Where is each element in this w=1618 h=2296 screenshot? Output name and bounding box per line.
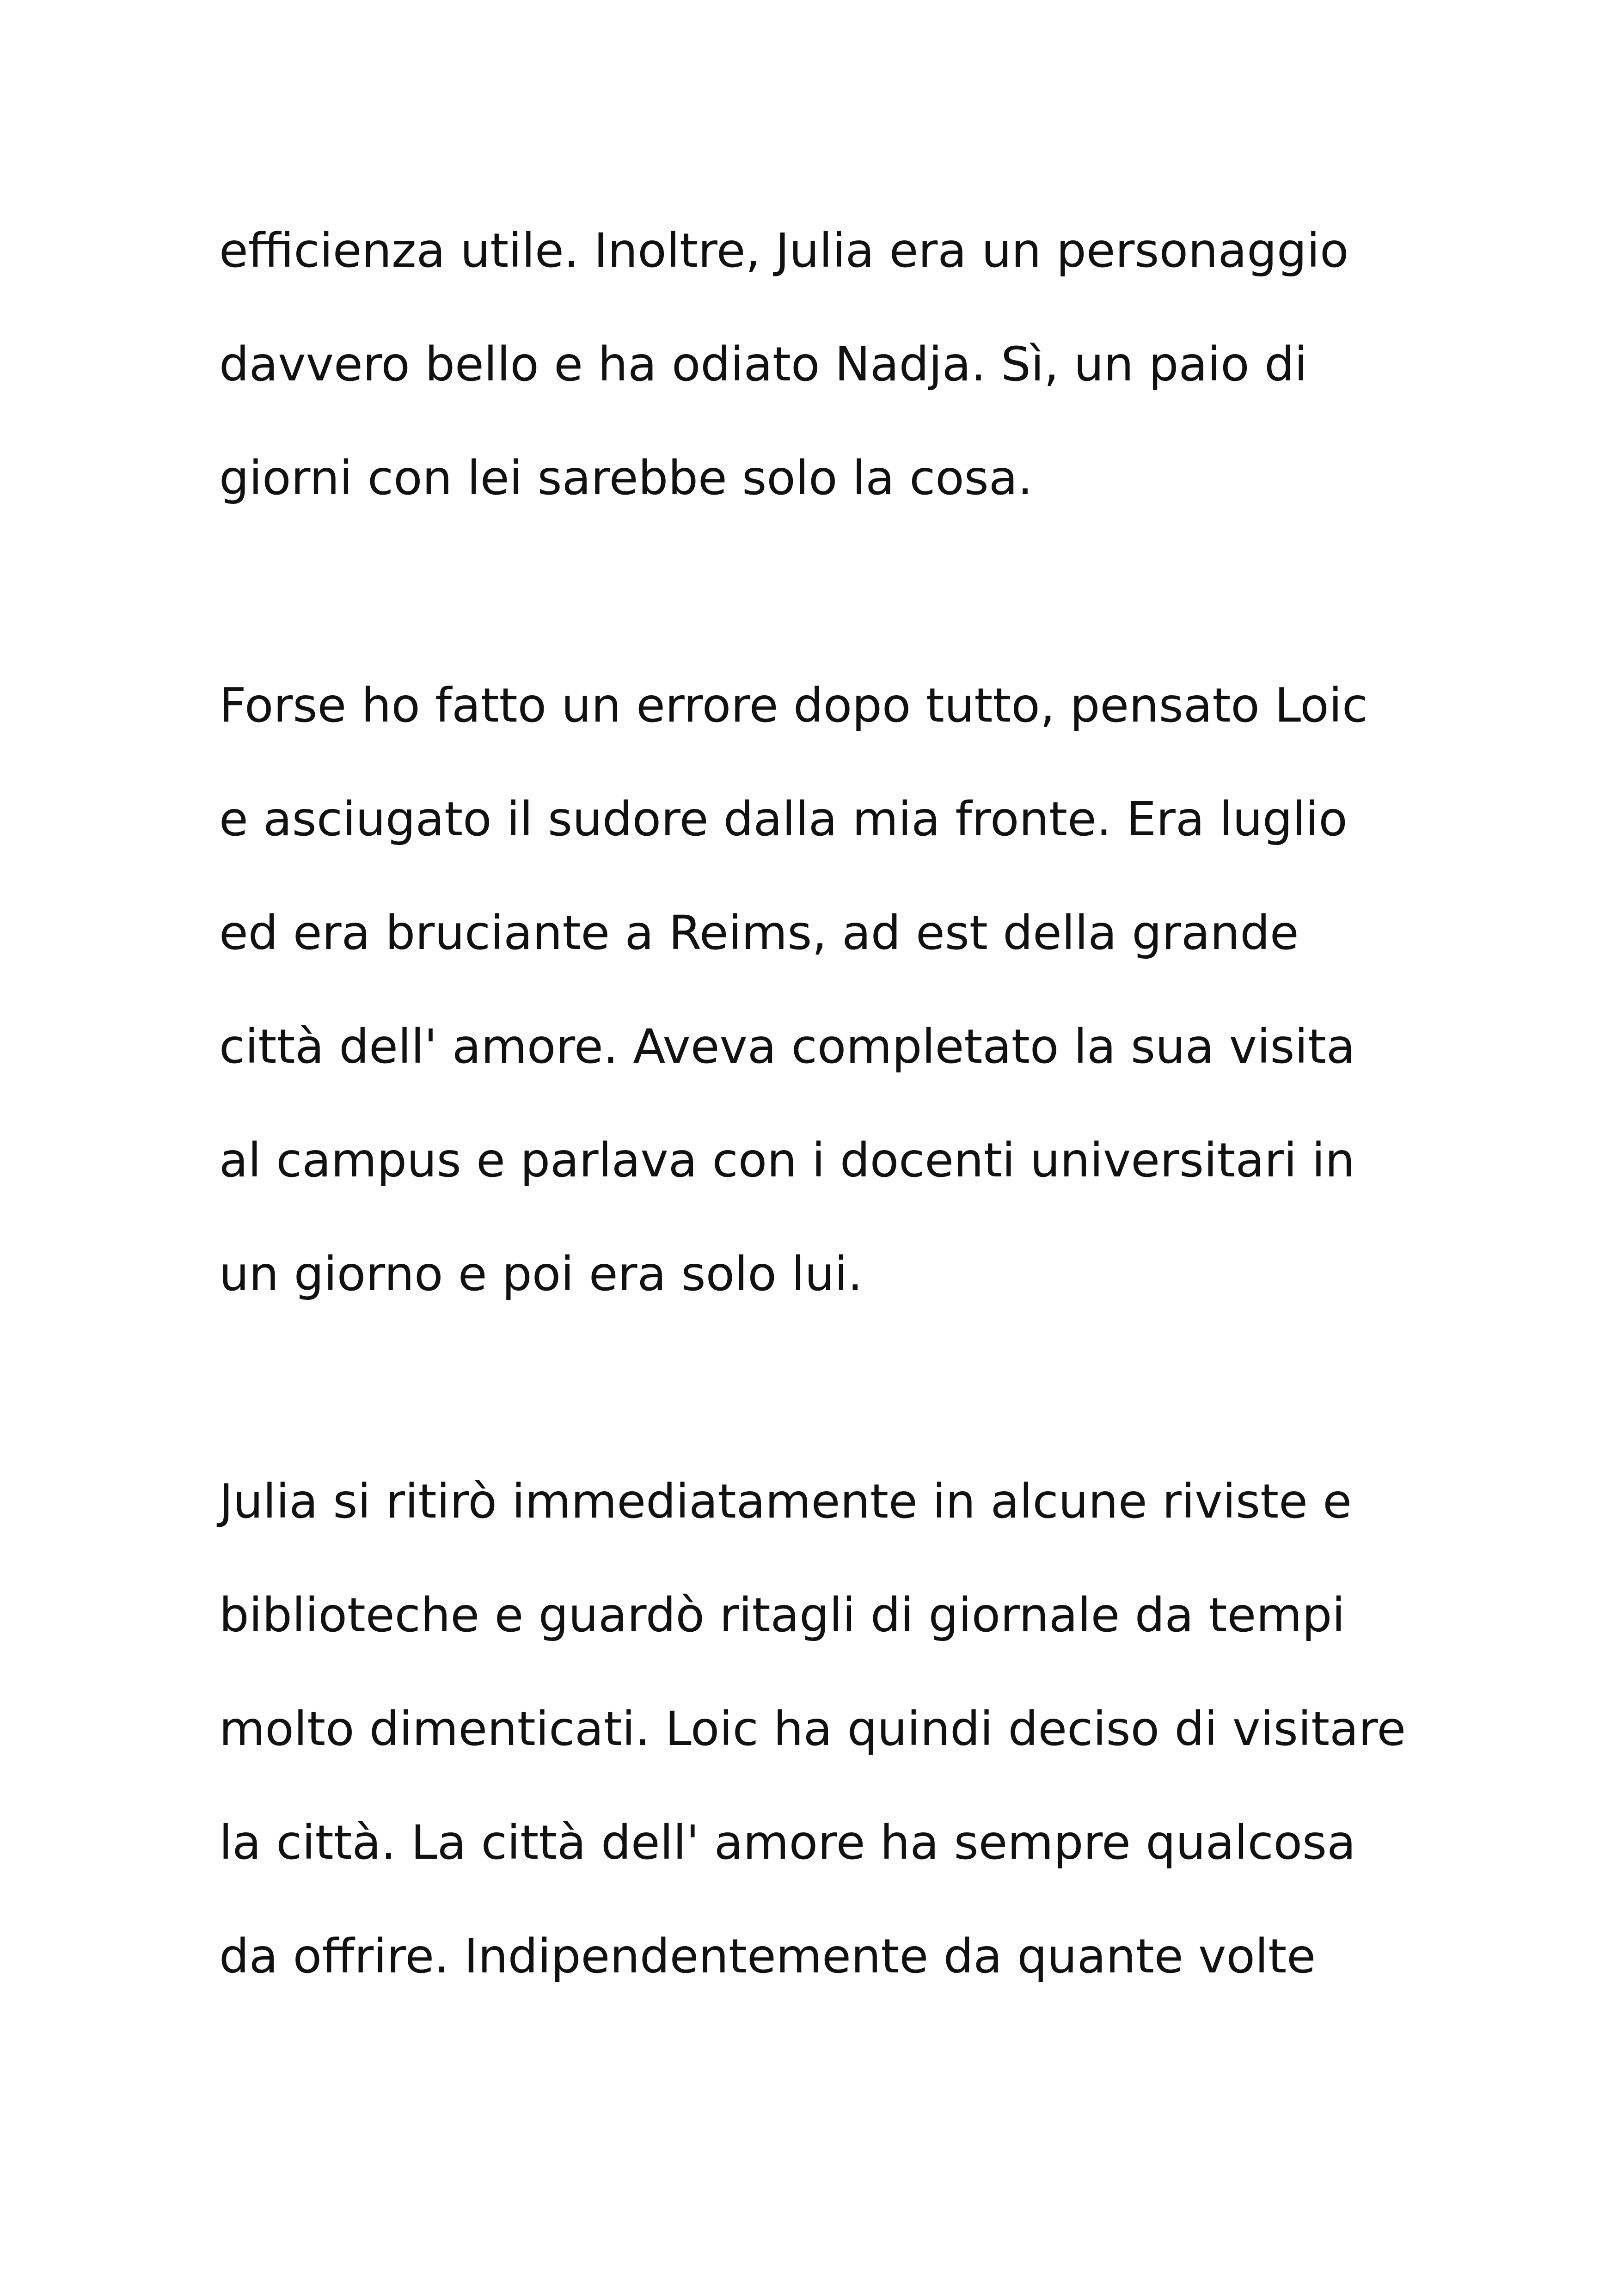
text-line: Julia si ritirò immediatamente in alcune riviste e: [219, 1474, 1352, 1529]
text-line: ed era bruciante a Reims, ad est della grande: [219, 906, 1299, 961]
text-line: efficienza utile. Inoltre, Julia era un personaggio: [219, 223, 1349, 278]
text-line: la città. La città dell' amore ha sempre qualcosa: [219, 1815, 1356, 1870]
text-line: città dell' amore. Aveva completato la sua visita: [219, 1019, 1355, 1074]
text-line: da offrire. Indipendentemente da quante volte: [219, 1929, 1316, 1984]
text-line: un giorno e poi era solo lui.: [219, 1247, 863, 1302]
text-line: biblioteche e guardò ritagli di giornale da tempi: [219, 1588, 1345, 1643]
text-line: e asciugato il sudore dalla mia fronte. Era luglio: [219, 792, 1348, 847]
text-line: al campus e parlava con i docenti universitari in: [219, 1133, 1355, 1188]
text-line: davvero bello e ha odiato Nadja. Sì, un paio di: [219, 337, 1308, 392]
text-line: Forse ho fatto un errore dopo tutto, pensato Loic: [219, 678, 1368, 733]
text-line: molto dimenticati. Loic ha quindi deciso di visitare: [219, 1702, 1406, 1757]
text-line: giorni con lei sarebbe solo la cosa.: [219, 451, 1033, 506]
